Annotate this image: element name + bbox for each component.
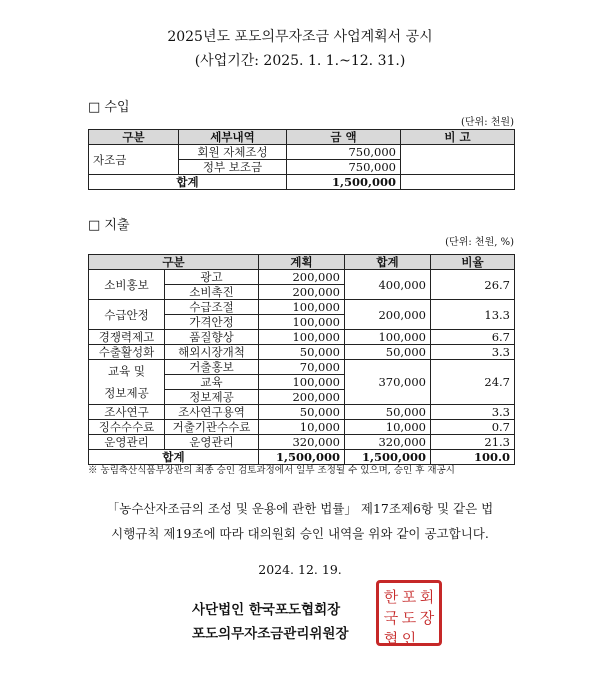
income-detail: 정부 보조금 <box>179 160 287 175</box>
expense-category-line2: 정보제공 <box>104 386 149 400</box>
expense-header-plan: 계획 <box>259 255 345 270</box>
income-heading: □ 수입 <box>88 100 130 115</box>
income-detail: 회원 자체조성 <box>179 145 287 160</box>
expense-category: 조사연구 <box>89 405 165 420</box>
expense-ratio: 6.7 <box>431 330 515 345</box>
expense-heading: □ 지출 <box>88 218 130 233</box>
income-total-label: 합계 <box>89 175 287 190</box>
expense-plan: 10,000 <box>259 420 345 435</box>
expense-item: 광고 <box>165 270 259 285</box>
income-amount: 750,000 <box>287 160 401 175</box>
committee-name: 포도의무자조금관리위원장 <box>192 626 349 642</box>
expense-plan: 100,000 <box>259 375 345 390</box>
expense-item: 가격안정 <box>165 315 259 330</box>
expense-item: 운영관리 <box>165 435 259 450</box>
income-header-detail: 세부내역 <box>179 130 287 145</box>
expense-plan: 320,000 <box>259 435 345 450</box>
expense-item: 조사연구용역 <box>165 405 259 420</box>
income-table <box>88 129 515 190</box>
expense-item: 거출홍보 <box>165 360 259 375</box>
expense-plan: 200,000 <box>259 390 345 405</box>
official-seal: 한 포 회 국 도 장 협 인 <box>376 580 442 646</box>
expense-total-plan: 1,500,000 <box>259 450 345 465</box>
income-total-amount: 1,500,000 <box>287 175 401 190</box>
expense-sum: 50,000 <box>345 405 431 420</box>
table-row <box>89 405 515 420</box>
expense-total-label: 합계 <box>89 450 259 465</box>
expense-total-sum: 1,500,000 <box>345 450 431 465</box>
table-row <box>89 330 515 345</box>
expense-item: 소비촉진 <box>165 285 259 300</box>
expense-item: 거출기관수수료 <box>165 420 259 435</box>
income-remark <box>401 145 515 175</box>
table-row <box>89 435 515 450</box>
expense-ratio: 13.3 <box>431 300 515 330</box>
expense-category: 소비홍보 <box>89 270 165 300</box>
expense-category-line1: 교육 및 <box>108 364 145 378</box>
expense-sum: 10,000 <box>345 420 431 435</box>
expense-category: 수급안정 <box>89 300 165 330</box>
expense-plan: 50,000 <box>259 345 345 360</box>
income-total-remark <box>401 175 515 190</box>
expense-plan: 100,000 <box>259 330 345 345</box>
statement-line2: 시행규칙 제19조에 따라 대의원회 승인 내역을 위와 같이 공고합니다. <box>111 526 489 541</box>
expense-plan: 70,000 <box>259 360 345 375</box>
expense-item: 교육 <box>165 375 259 390</box>
income-header-remark: 비 고 <box>401 130 515 145</box>
expense-header-ratio: 비율 <box>431 255 515 270</box>
expense-unit: (단위: 천원, %) <box>445 237 514 248</box>
expense-header-category: 구분 <box>89 255 259 270</box>
table-row <box>89 300 515 315</box>
expense-sum: 100,000 <box>345 330 431 345</box>
expense-ratio: 3.3 <box>431 345 515 360</box>
expense-category: 경쟁력제고 <box>89 330 165 345</box>
announcement-date: 2024. 12. 19. <box>258 562 342 577</box>
table-row <box>89 345 515 360</box>
expense-ratio: 24.7 <box>431 360 515 405</box>
expense-plan: 50,000 <box>259 405 345 420</box>
expense-ratio: 3.3 <box>431 405 515 420</box>
expense-plan: 200,000 <box>259 270 345 285</box>
expense-plan: 100,000 <box>259 315 345 330</box>
table-row <box>89 270 515 285</box>
income-total-row <box>89 175 515 190</box>
table-row <box>89 145 515 160</box>
table-row <box>89 420 515 435</box>
expense-category <box>89 360 165 405</box>
statement-line1: 「농수산자조금의 조성 및 운용에 관한 법률」 제17조제6항 및 같은 법 <box>106 501 494 516</box>
expense-note: ※ 농림축산식품부장관의 최종 승인 검토과정에서 일부 조정될 수 있으며, 승인 후 재공시 <box>88 465 455 476</box>
expense-ratio: 26.7 <box>431 270 515 300</box>
expense-plan: 100,000 <box>259 300 345 315</box>
expense-sum: 320,000 <box>345 435 431 450</box>
document-title: 2025년도 포도의무자조금 사업계획서 공시 <box>167 29 433 45</box>
expense-category: 운영관리 <box>89 435 165 450</box>
organization-name: 사단법인 한국포도협회장 <box>192 602 341 618</box>
income-category: 자조금 <box>89 145 179 175</box>
expense-category: 징수수수료 <box>89 420 165 435</box>
expense-sum: 370,000 <box>345 360 431 405</box>
expense-sum: 200,000 <box>345 300 431 330</box>
income-amount: 750,000 <box>287 145 401 160</box>
expense-total-ratio: 100.0 <box>431 450 515 465</box>
income-header-category: 구분 <box>89 130 179 145</box>
expense-plan: 200,000 <box>259 285 345 300</box>
income-header-amount: 금 액 <box>287 130 401 145</box>
income-unit: (단위: 천원) <box>461 117 514 128</box>
expense-item: 해외시장개척 <box>165 345 259 360</box>
expense-sum: 50,000 <box>345 345 431 360</box>
expense-table <box>88 254 515 465</box>
document-period: (사업기간: 2025. 1. 1.~12. 31.) <box>194 53 406 69</box>
table-row <box>89 360 515 375</box>
expense-ratio: 21.3 <box>431 435 515 450</box>
expense-item: 수급조절 <box>165 300 259 315</box>
expense-ratio: 0.7 <box>431 420 515 435</box>
expense-sum: 400,000 <box>345 270 431 300</box>
expense-item: 정보제공 <box>165 390 259 405</box>
expense-header-sum: 합계 <box>345 255 431 270</box>
expense-item: 품질향상 <box>165 330 259 345</box>
expense-category: 수출활성화 <box>89 345 165 360</box>
